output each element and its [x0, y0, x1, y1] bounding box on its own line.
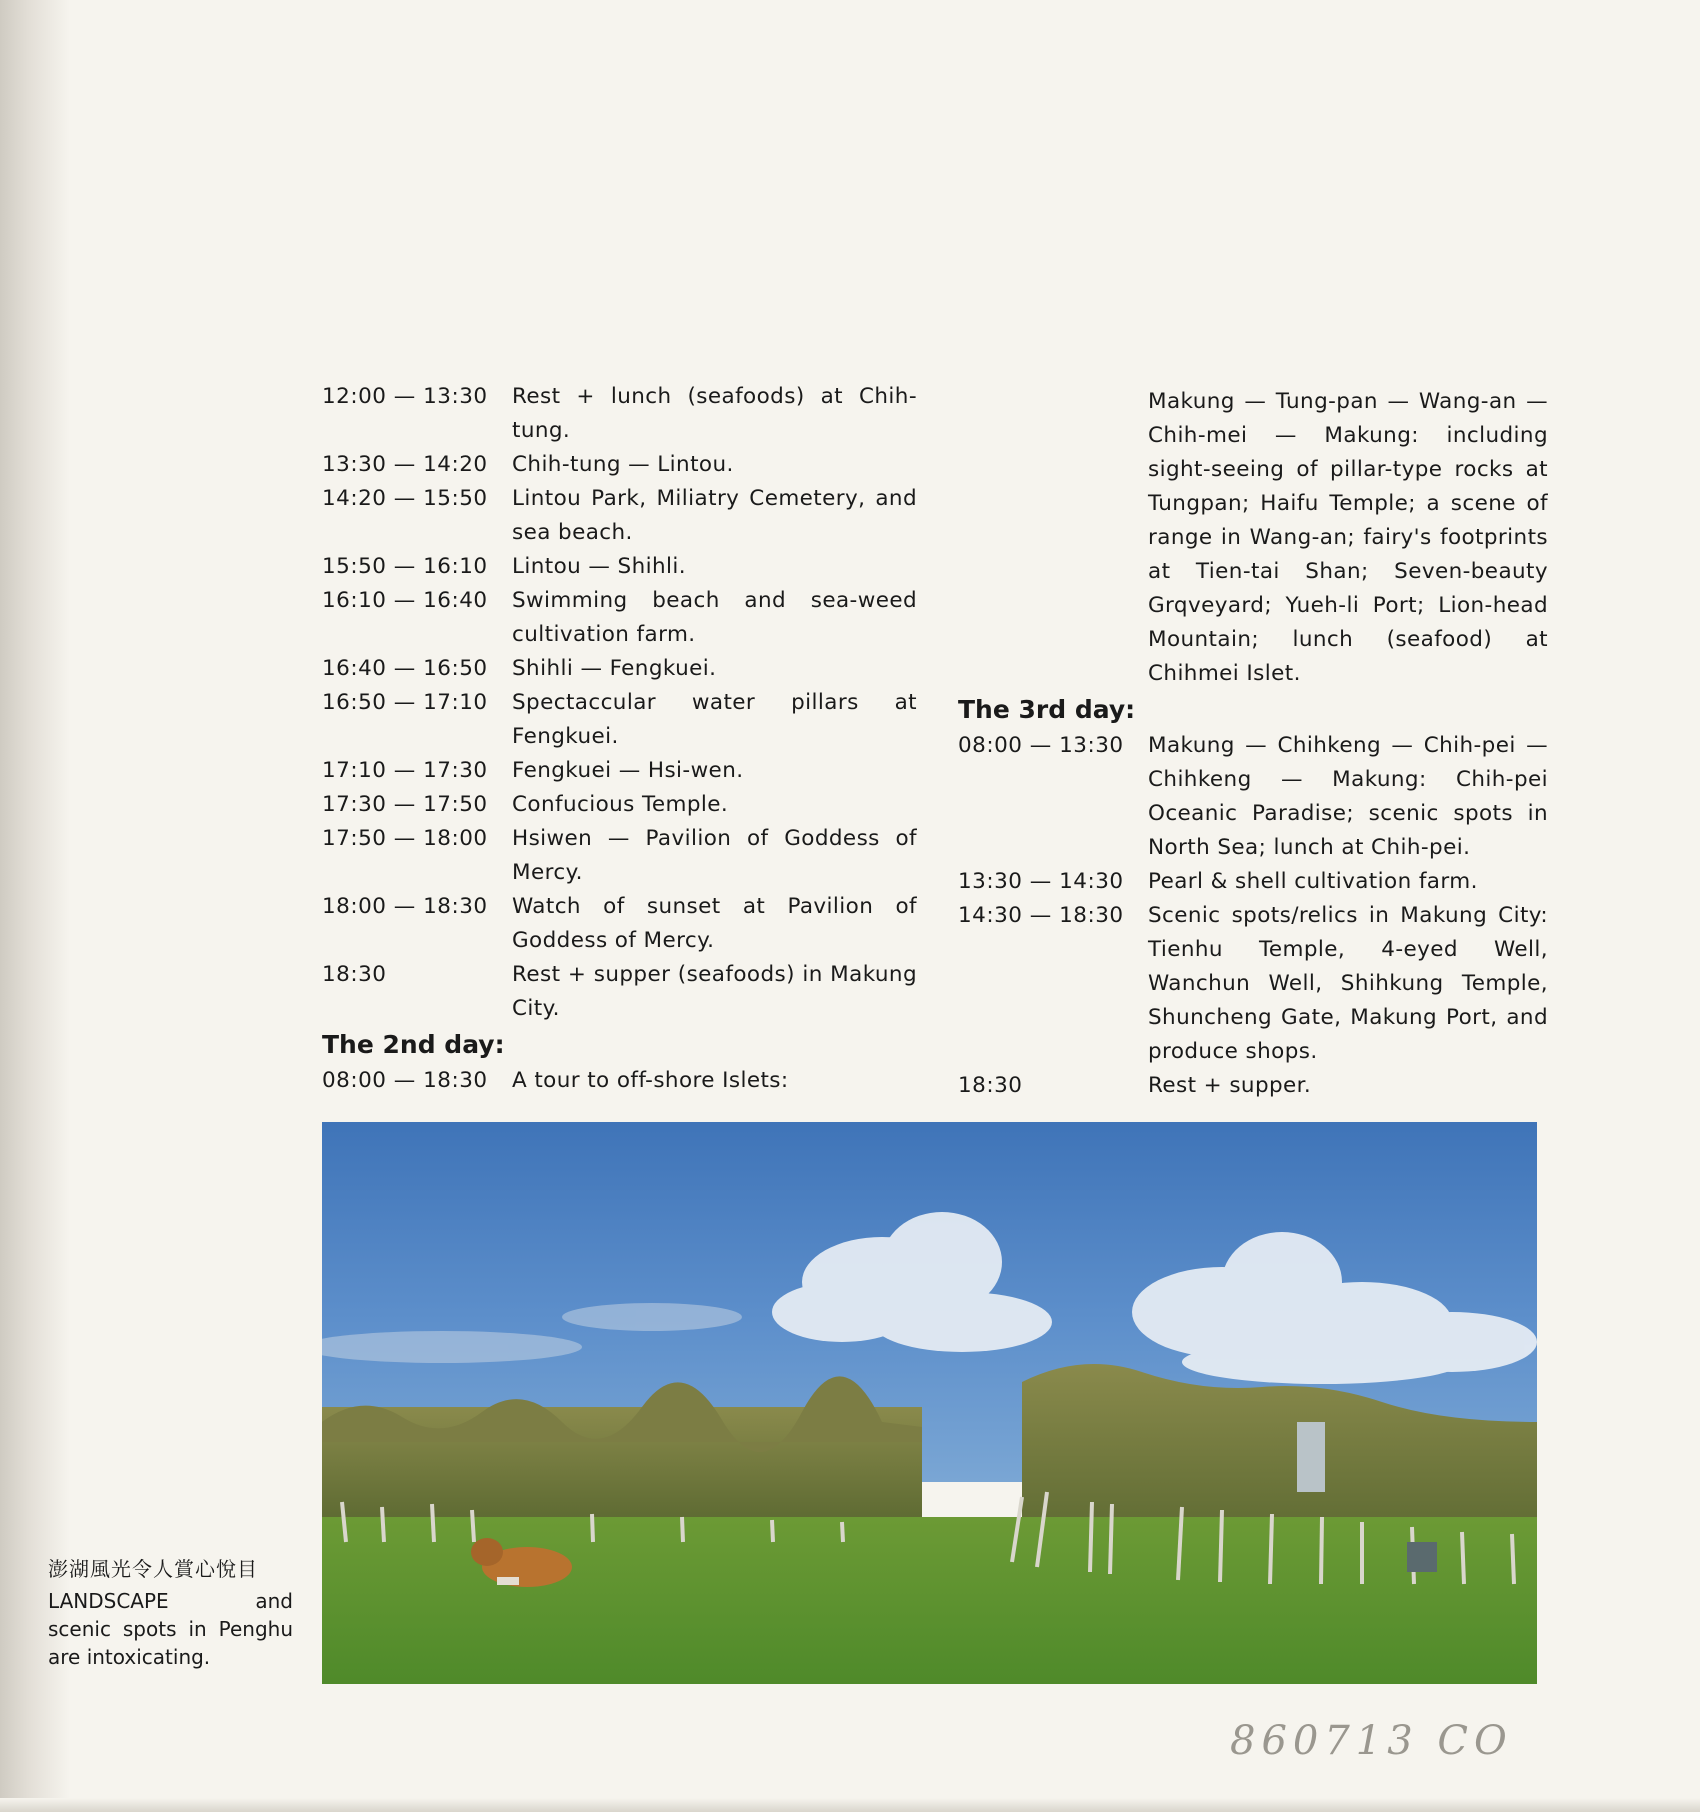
day1-schedule [322, 380, 917, 1026]
page-bottom-edge [0, 1798, 1700, 1812]
schedule-row [322, 448, 917, 482]
schedule-time: 16:10 — 16:40 [322, 588, 488, 613]
schedule-row [958, 865, 1548, 899]
schedule-time: 14:30 — 18:30 [958, 903, 1124, 928]
schedule-description: Spectaccular water pillars at Fengkuei. [512, 690, 917, 749]
schedule-description: Rest + supper. [1148, 1073, 1312, 1098]
itinerary-left-column [322, 380, 917, 1098]
schedule-description: Scenic spots/relics in Makung City: Tienhu Temple, 4-eyed Well, Wanchun Well, Shihkung Temple, Shuncheng Gate, Makung Port, and produce shops. [1148, 903, 1548, 1064]
schedule-time: 08:00 — 13:30 [958, 733, 1124, 758]
itinerary-right-column [958, 385, 1548, 1103]
caption-first-line [48, 1587, 293, 1615]
photo-caption [48, 1555, 293, 1671]
schedule-time: 12:00 — 13:30 [322, 384, 488, 409]
schedule-description: Shihli — Fengkuei. [512, 656, 717, 681]
schedule-time: 08:00 — 18:30 [322, 1068, 488, 1093]
schedule-description: Lintou Park, Miliatry Cemetery, and sea beach. [512, 486, 917, 545]
schedule-row [322, 890, 917, 958]
schedule-time: 17:30 — 17:50 [322, 792, 488, 817]
schedule-row [958, 385, 1548, 691]
landscape-photo [322, 1122, 1537, 1684]
schedule-description: Makung — Chihkeng — Chih-pei — Chihkeng — Makung: Chih-pei Oceanic Paradise; scenic spots in North Sea; lunch at Chih-pei. [1148, 733, 1548, 860]
water-tower [1297, 1422, 1325, 1492]
schedule-row [322, 686, 917, 754]
schedule-description: Chih-tung — Lintou. [512, 452, 734, 477]
schedule-time: 17:10 — 17:30 [322, 758, 488, 783]
schedule-time: 17:50 — 18:00 [322, 826, 488, 851]
schedule-time: 18:30 [322, 962, 387, 987]
day3-heading: The 3rd day: [958, 695, 1136, 724]
grass-field [322, 1517, 1537, 1684]
caption-rest: scenic spots in Penghu are intoxicating. [48, 1617, 293, 1669]
caption-word-landscape: LANDSCAPE [48, 1589, 169, 1613]
schedule-description: Rest + supper (seafoods) in Makung City. [512, 962, 917, 1021]
schedule-row [322, 1064, 917, 1098]
schedule-time: 18:30 [958, 1073, 1023, 1098]
schedule-description: Confucious Temple. [512, 792, 729, 817]
schedule-row [322, 584, 917, 652]
schedule-description: Lintou — Shihli. [512, 554, 687, 579]
schedule-description: Pearl & shell cultivation farm. [1148, 869, 1478, 894]
schedule-time-blank [958, 385, 1148, 691]
schedule-time: 13:30 — 14:20 [322, 452, 488, 477]
caption-chinese: 澎湖風光令人賞心悅目 [48, 1557, 258, 1581]
schedule-description: Fengkuei — Hsi-wen. [512, 758, 744, 783]
schedule-description: A tour to off-shore Islets: [512, 1068, 789, 1093]
page-gutter-shadow [0, 0, 70, 1812]
caption-english [48, 1587, 293, 1671]
schedule-row [322, 754, 917, 788]
schedule-time: 14:20 — 15:50 [322, 486, 488, 511]
day2-tour-details: Makung — Tung-pan — Wang-an — Chih-mei — Makung: including sight-seeing of pillar-type rocks at Tungpan; Haifu Temple; a scene of range in Wang-an; fairy's footprints at Tien-tai Shan; Seven-beauty Grqveyard; Yueh-li Port; Lion-head Mountain; lunch (seafood) at Chihmei Islet. [1148, 389, 1548, 686]
day2-heading: The 2nd day: [322, 1030, 505, 1059]
schedule-row [322, 958, 917, 1026]
schedule-time: 15:50 — 16:10 [322, 554, 488, 579]
handwritten-note: 860713 CO [1230, 1718, 1513, 1764]
schedule-time: 18:00 — 18:30 [322, 894, 488, 919]
schedule-description: Watch of sunset at Pavilion of Goddess of Mercy. [512, 894, 917, 953]
barrel [1407, 1542, 1437, 1572]
caption-word-and: and [255, 1589, 293, 1613]
schedule-row [958, 729, 1548, 865]
schedule-row [322, 652, 917, 686]
schedule-row [322, 482, 917, 550]
schedule-row [322, 380, 917, 448]
schedule-time: 16:40 — 16:50 [322, 656, 488, 681]
schedule-row [322, 788, 917, 822]
schedule-time: 13:30 — 14:30 [958, 869, 1124, 894]
schedule-description: Rest + lunch (seafoods) at Chih-tung. [512, 384, 917, 443]
schedule-time: 16:50 — 17:10 [322, 690, 488, 715]
schedule-row [958, 1069, 1548, 1103]
schedule-row [322, 822, 917, 890]
schedule-description: Hsiwen — Pavilion of Goddess of Mercy. [512, 826, 917, 885]
schedule-description: Swimming beach and sea-weed cultivation farm. [512, 588, 917, 647]
schedule-row [322, 550, 917, 584]
schedule-row [958, 899, 1548, 1069]
